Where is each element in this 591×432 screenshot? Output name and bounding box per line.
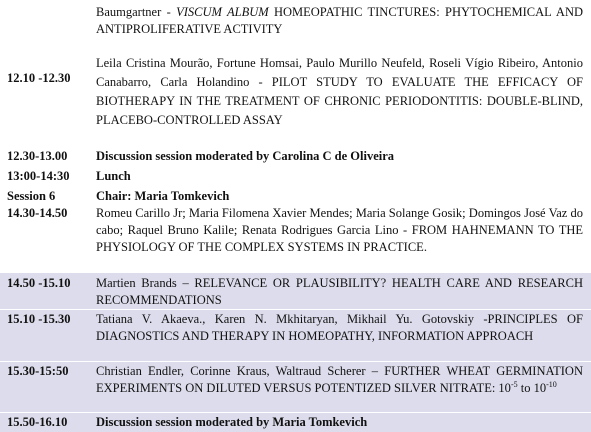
time-slot: 15.10 -15.30: [7, 312, 71, 326]
time-slot: 15.30-15:50: [7, 364, 69, 378]
entry-text: Baumgartner - VISCUM ALBUM HOMEOPATHIC TINCTURES: PHYTOCHEMICAL AND ANTIPROLIFERATIVE ACTIVITY: [96, 5, 584, 36]
italic-title: VISCUM ALBUM: [176, 5, 269, 19]
time-slot: 12.30-13.00: [7, 149, 68, 163]
time-slot: 14.50 -15.10: [7, 276, 71, 290]
entry-text: Discussion session moderated by Carolina C de Oliveira: [96, 149, 395, 163]
schedule-row: [0, 361, 591, 412]
schedule-row: [0, 166, 591, 186]
schedule-row: [0, 186, 591, 272]
entry-text: Discussion session moderated by Maria Tomkevich: [96, 415, 368, 429]
exponent: -10: [546, 380, 557, 389]
time-slot: 13:00-14:30: [7, 169, 70, 183]
time-slot: Session 6 14.30-14.50: [7, 189, 68, 220]
time-slot: 15.50-16.10: [7, 415, 68, 429]
schedule-row: [0, 146, 591, 166]
schedule-row: [0, 412, 591, 432]
entry-text: Martien Brands – RELEVANCE OR PLAUSIBILITY? HEALTH CARE AND RESEARCH RECOMMENDATIONS: [96, 276, 583, 307]
entry-text: Christian Endler, Corinne Kraus, Waltraud Scherer – FURTHER WHEAT GERMINATION EXPERIMENTS ON DILUTED VERSUS POTENTIZED SILVER NITRATE: $10^{-5}$ to $10^{-10}$: [96, 364, 583, 395]
session-chair: Chair: Maria Tomkevich: [96, 189, 230, 203]
exponent: -5: [510, 380, 518, 389]
entry-text: Tatiana V. Akaeva., Karen N. Mkhitaryan, Mikhail Yu. Gotovskiy -PRINCIPLES OF DIAGNOSTICS AND THERAPY IN HOMEOPATHY, INFORMATION APPROACH: [96, 312, 583, 343]
schedule-row: [0, 0, 591, 42]
schedule-row: [0, 273, 591, 309]
schedule-row: [0, 309, 591, 361]
time-slot: 12.10 -12.30: [7, 71, 71, 85]
schedule-row: [0, 52, 591, 138]
entry-text: Chair: Maria Tomkevich Romeu Carillo Jr; Maria Filomena Xavier Mendes; Maria Solange Gosik; Domingos José Vaz do cabo; Raquel Bruno Kalile; Renata Rodrigues Garcia Lino - FROM HAHNEMANN TO THE PHYSIOLOGY OF THE COMPLEX SYSTEMS IN PRACTICE.: [96, 189, 583, 254]
entry-text: Lunch: [96, 169, 131, 183]
entry-text: Leila Cristina Mourão, Fortune Homsai, Paulo Murillo Neufeld, Roseli Vígio Ribeiro, Antonio Canabarro, Carla Holandino - PILOT STUDY TO EVALUATE THE EFFICACY OF BIOTHERAPY IN THE TREATMENT OF CHRONIC PERIODONTITIS: DOUBLE-BLIND, PLACEBO-CONTROLLED ASSAY: [96, 56, 583, 127]
